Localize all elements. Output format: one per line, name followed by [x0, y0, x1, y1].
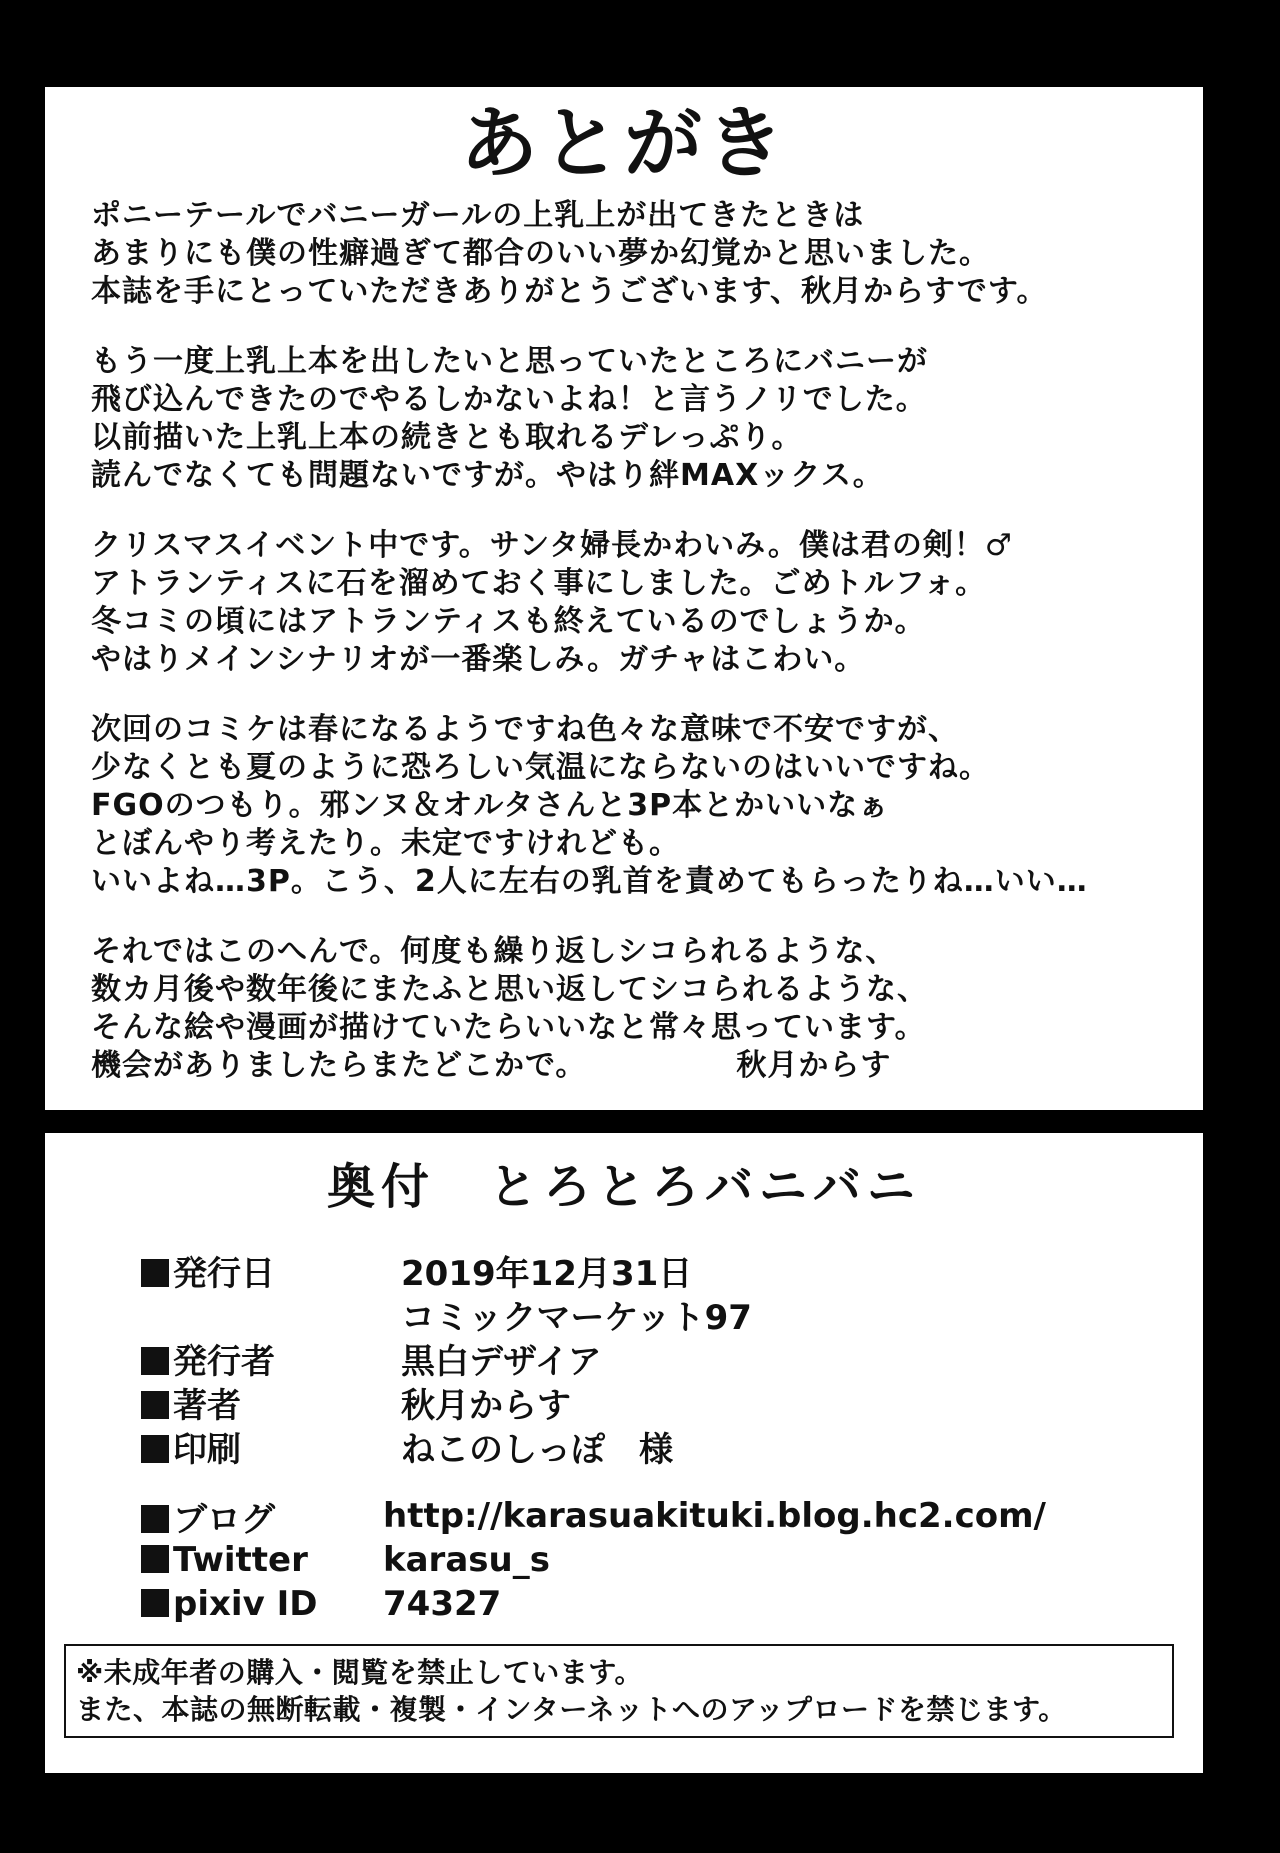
release-label: 発行日 [173, 1253, 275, 1294]
text-line: 次回のコミケは春になるようですね色々な意味で不安ですが、 [91, 712, 959, 747]
text-line: 飛び込んできたのでやるしかないよね！と言うノリでした。 [91, 382, 927, 417]
afterword-paragraph-1 [91, 197, 1199, 311]
colophon-details [141, 1248, 1181, 1626]
afterword-paragraph-3 [91, 527, 1199, 679]
pixiv-row [141, 1582, 1181, 1626]
author-name: 秋月からす [401, 1385, 571, 1426]
notice-line: また、本誌の無断転載・複製・インターネットへのアップロードを禁じます。 [76, 1693, 1067, 1726]
afterword-paragraph-5 [91, 933, 1199, 1085]
text-line: そんな絵や漫画が描けていたらいいなと常々思っています。 [91, 1010, 926, 1045]
text-line: クリスマスイベント中です。サンタ婦長かわいみ。僕は君の剣！♂ [91, 528, 1013, 563]
twitter-label: Twitter [173, 1540, 308, 1580]
black-square-icon [141, 1391, 169, 1419]
text-line: いいよね…3P。こう、2人に左右の乳首を責めてもらったりね…いい… [91, 864, 1088, 899]
black-square-icon [141, 1589, 169, 1617]
printer-label: 印刷 [173, 1429, 241, 1470]
text-line: 少なくとも夏のように恐ろしい気温にならないのはいいですね。 [91, 750, 990, 785]
colophon-panel [45, 1133, 1203, 1773]
afterword-panel [45, 87, 1203, 1110]
closing-text: 機会がありましたらまたどこかで。 [91, 1048, 587, 1083]
printer-row [141, 1424, 1181, 1468]
afterword-body [91, 197, 1199, 1110]
event-name: コミックマーケット97 [401, 1297, 752, 1338]
black-square-icon [141, 1347, 169, 1375]
afterword-paragraph-2 [91, 343, 1199, 495]
black-square-icon [141, 1545, 169, 1573]
notice-box [64, 1644, 1174, 1738]
afterword-title: あとがき [459, 99, 788, 189]
publisher-row [141, 1336, 1181, 1380]
black-square-icon [141, 1259, 169, 1287]
closing-line [91, 1047, 1199, 1085]
signature: 秋月からす [736, 1048, 892, 1083]
text-line: やはりメインシナリオが一番楽しみ。ガチャはこわい。 [91, 642, 866, 677]
text-line: とぼんやり考えたり。未定ですけれども。 [91, 826, 680, 861]
text-line: 以前描いた上乳上本の続きとも取れるデレっぷり。 [91, 420, 803, 455]
black-square-icon [141, 1505, 169, 1533]
notice-line: ※未成年者の購入・閲覧を禁止しています。 [76, 1656, 643, 1689]
twitter-row [141, 1538, 1181, 1582]
afterword-paragraph-4 [91, 711, 1199, 901]
event-row [141, 1292, 1181, 1336]
text-line: FGOのつもり。邪ンヌ＆オルタさんと3P本とかいいなぁ [91, 788, 890, 823]
text-line: あまりにも僕の性癖過ぎて都合のいい夢か幻覚かと思いました。 [91, 236, 990, 271]
blog-label: ブログ [173, 1499, 275, 1540]
publisher-name: 黒白デザイア [401, 1341, 602, 1382]
publisher-label: 発行者 [173, 1341, 275, 1382]
blog-url: http://karasuakituki.blog.hc2.com/ [383, 1496, 1046, 1536]
text-line: アトランティスに石を溜めておく事にしました。ごめトルフォ。 [91, 566, 987, 601]
author-row [141, 1380, 1181, 1424]
pixiv-id: 74327 [383, 1584, 502, 1624]
colophon-title: 奥付 とろとろバニバニ [326, 1159, 921, 1215]
text-line: ポニーテールでバニーガールの上乳上が出てきたときは [91, 198, 865, 233]
text-line: 本誌を手にとっていただきありがとうございます、秋月からすです。 [91, 274, 1048, 309]
black-square-icon [141, 1435, 169, 1463]
release-date: 2019年12月31日 [401, 1253, 693, 1294]
text-line: 読んでなくても問題ないですが。やはり絆MAXックス。 [91, 458, 884, 493]
text-line: 冬コミの頃にはアトランティスも終えているのでしょうか。 [91, 604, 926, 639]
printer-name: ねこのしっぽ 様 [401, 1429, 673, 1470]
text-line: それではこのへんで。何度も繰り返しシコられるような、 [91, 934, 897, 969]
twitter-handle: karasu_s [383, 1540, 550, 1580]
pixiv-label: pixiv ID [173, 1584, 318, 1624]
text-line: もう一度上乳上本を出したいと思っていたところにバニーが [91, 344, 928, 379]
blog-row [141, 1494, 1181, 1538]
text-line: 数カ月後や数年後にまたふと思い返してシコられるような、 [91, 972, 928, 1007]
release-row [141, 1248, 1181, 1292]
author-label: 著者 [173, 1385, 241, 1426]
